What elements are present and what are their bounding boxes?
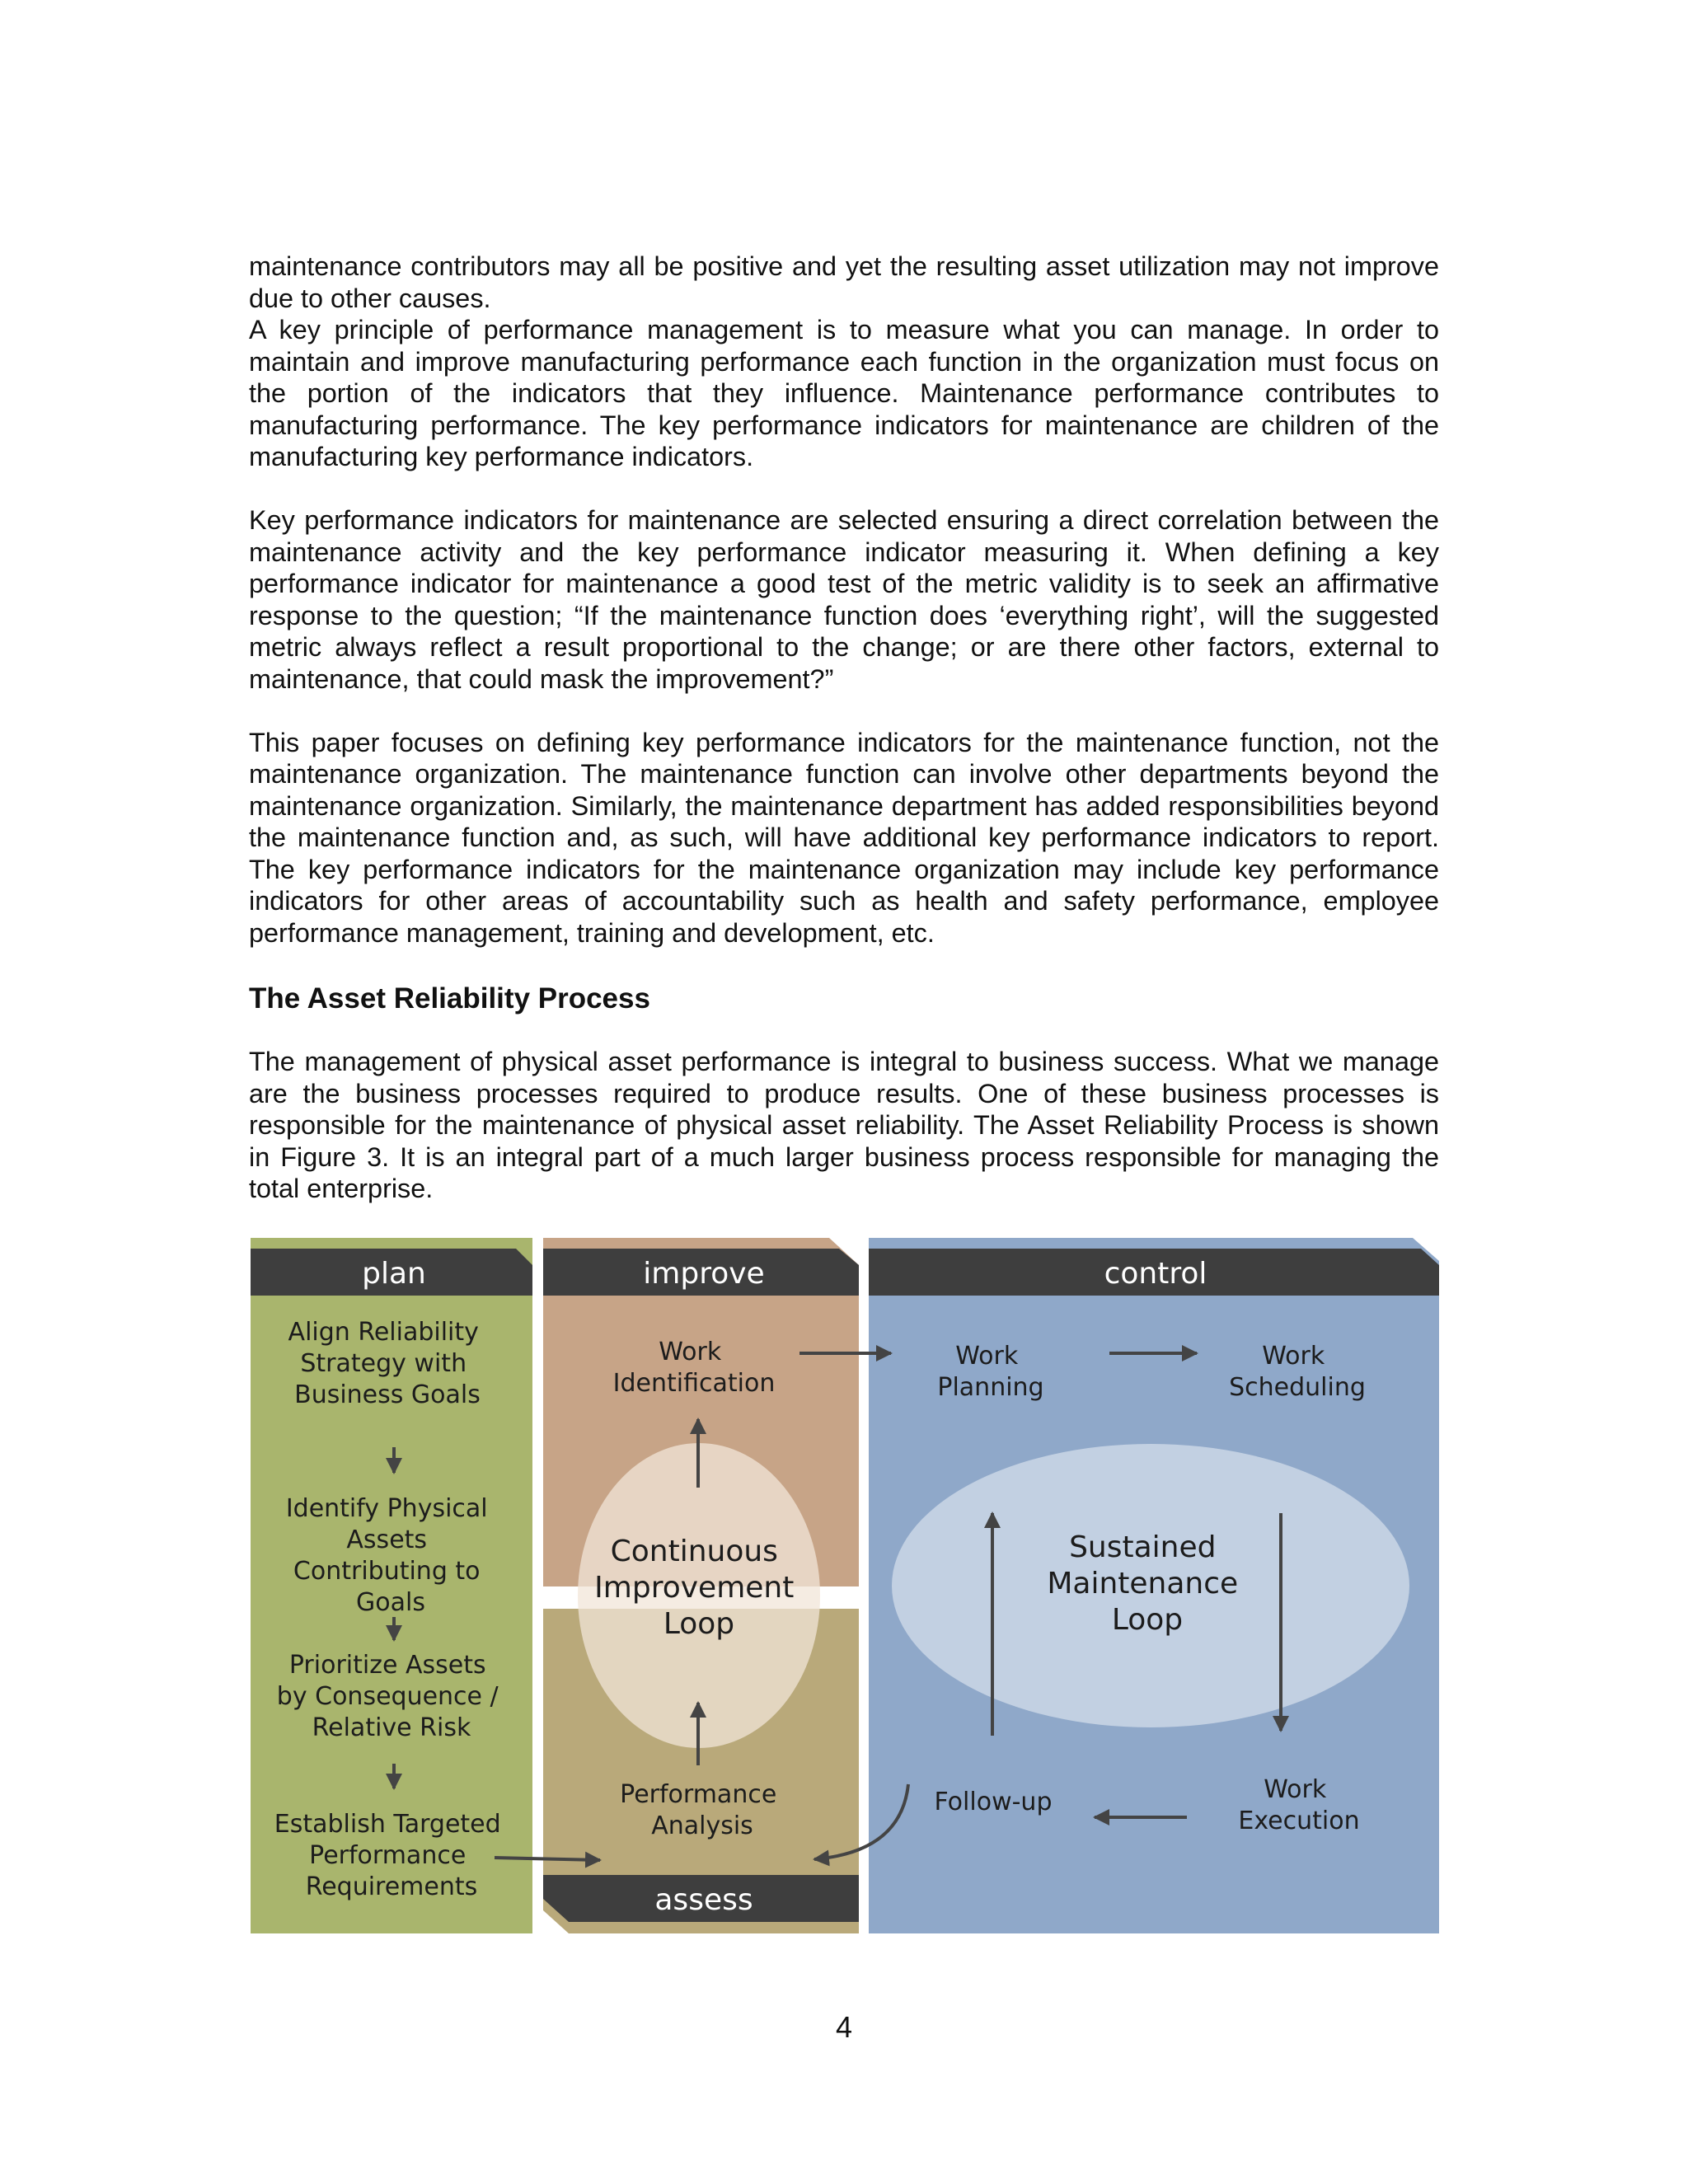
work-scheduling-label: Work Scheduling (1229, 1342, 1366, 1402)
sustained-maintenance-loop-label: Sustained Maintenance Loop (1047, 1530, 1239, 1637)
plan-step-establish-requirements: Establish Targeted Performance Requirements (274, 1810, 501, 1901)
control-column (869, 1238, 1439, 1933)
work-execution-label: Work Execution (1238, 1775, 1360, 1835)
paragraph-4: This paper focuses on defining key performance indicators for the maintenance function, not the maintenance organization. The maintenance function can involve other departments beyond the maintenance organization. Similarly, the maintenance department has added responsibilities beyond the maintenance function and, as such, will have additional key performance indicators to report. The key performance indicators for the maintenance organization may include key performance indicators for other areas of accountability such as health and safety performance, employee performance management, training and development, etc. (249, 727, 1439, 948)
continuous-improvement-loop-label: Continuous Improvement Loop (594, 1535, 795, 1641)
performance-analysis-label: Performance Analysis (620, 1780, 777, 1840)
section-heading: The Asset Reliability Process (249, 982, 650, 1015)
plan-step-prioritize-assets: Prioritize Assets by Consequence / Relative Risk (276, 1651, 499, 1742)
improve-header-text: improve (643, 1257, 765, 1291)
assess-header-text: assess (654, 1883, 753, 1917)
page-number: 4 (835, 2010, 853, 2044)
body-text-block-2 (249, 1046, 1439, 1205)
body-text-block-1 (249, 251, 1439, 949)
follow-up-label: Follow-up (934, 1788, 1053, 1816)
plan-column (251, 1238, 532, 1933)
control-header-text: control (1104, 1257, 1207, 1291)
paragraph-3: Key performance indicators for maintenance are selected ensuring a direct correlation between the maintenance activity and the key performance indicator measuring it. When defining a key performance indicator for maintenance a good test of the metric validity is to seek an affirmative response to the question; “If the maintenance function does ‘everything right’, will the suggested metric always reflect a result proportional to the change; or are there other factors, external to maintenance, that could mask the improvement?” (249, 505, 1439, 694)
paragraph-2: A key principle of performance management is to measure what you can manage. In order to maintain and improve manufacturing performance each function in the organization must focus on the portion of the indicators that they influence. Maintenance performance contributes to manufacturing performance. The key performance indicators for maintenance are children of the manufacturing key performance indicators. (249, 315, 1439, 471)
plan-step-identify-assets: Identify Physical Assets Contributing to Goals (285, 1494, 488, 1617)
work-identification-label: Work Identification (612, 1338, 776, 1398)
paragraph-1: maintenance contributors may all be positive and yet the resulting asset utilization may not improve due to other causes. (249, 251, 1439, 313)
plan-step-align-reliability: Align Reliability Strategy with Business Goals (288, 1318, 481, 1409)
work-planning-label: Work Planning (937, 1342, 1044, 1402)
paragraph-5: The management of physical asset performance is integral to business success. What we manage are the business processes required to produce results. One of these business processes is responsible for the maintenance of physical asset reliability. The Asset Reliability Process is shown in Figure 3. It is an integral part of a much larger business process responsible for managing the total enterprise. (249, 1047, 1439, 1203)
plan-header-text: plan (362, 1257, 426, 1291)
asset-reliability-process-figure (249, 1236, 1439, 1937)
improve-assess-column (543, 1238, 859, 1933)
